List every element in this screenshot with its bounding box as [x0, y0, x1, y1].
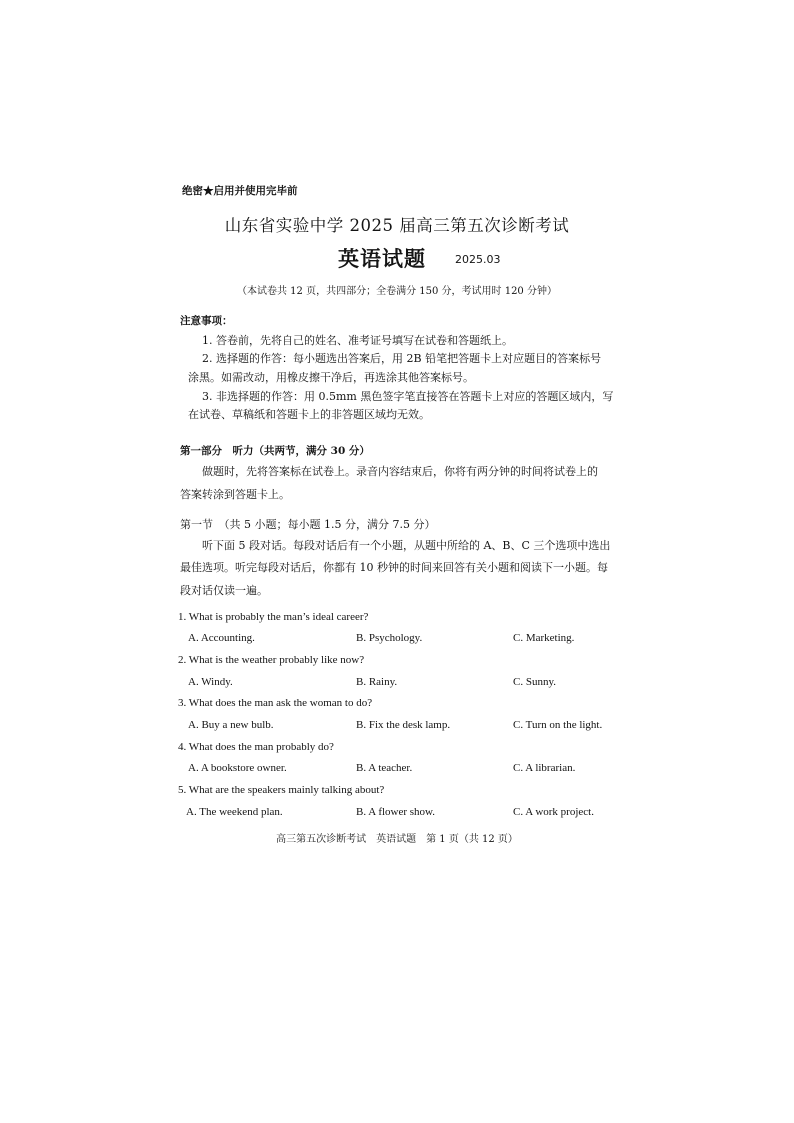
notice-line: 1. 答卷前，先将自己的姓名、准考证号填写在试卷和答题纸上。 — [202, 334, 513, 347]
option-b: B. A flower show. — [356, 806, 436, 818]
option-a: A. Accounting. — [188, 632, 255, 644]
section1-description: 最佳选项。听完每段对话后，你都有 10 秒钟的时间来回答有关小题和阅读下一小题。每 — [180, 561, 608, 574]
notice-line: 2. 选择题的作答：每小题选出答案后，用 2B 铅笔把答题卡上对应题目的答案标号 — [202, 352, 602, 365]
option-a: A. A bookstore owner. — [188, 762, 287, 774]
notice-line: 在试卷、草稿纸和答题卡上的非答题区域均无效。 — [188, 408, 430, 421]
section1-title: 第一节 （共 5 小题；每小题 1.5 分，满分 7.5 分） — [180, 518, 436, 531]
question-stem: 2. What is the weather probably like now? — [178, 654, 365, 666]
exam-date: 2025.03 — [455, 253, 501, 266]
part1-title: 第一部分 听力（共两节，满分 30 分） — [180, 445, 370, 457]
question-stem: 1. What is probably the man’s ideal career? — [178, 611, 369, 623]
school-exam-title: 山东省实验中学 2025 届高三第五次诊断考试 — [224, 216, 570, 235]
option-a: A. Windy. — [188, 676, 233, 688]
option-c: C. Turn on the light. — [513, 719, 603, 731]
section1-description: 听下面 5 段对话。每段对话后有一个小题，从题中所给的 A、B、C 三个选项中选出 — [202, 539, 611, 552]
option-b: B. Psychology. — [356, 632, 423, 644]
part1-description: 做题时，先将答案标在试卷上。录音内容结束后，你将有两分钟的时间将试卷上的 — [202, 465, 598, 478]
exam-subject-title: 英语试题 — [338, 246, 426, 271]
notice-line: 3. 非选择题的作答：用 0.5mm 黑色签字笔直接答在答题卡上对应的答题区域内，写 — [202, 390, 614, 403]
page-footer: 高三第五次诊断考试 英语试题 第 1 页（共 12 页） — [276, 834, 518, 845]
notice-line: 涂黑。如需改动，用橡皮擦干净后，再选涂其他答案标号。 — [188, 371, 474, 384]
option-c: C. A librarian. — [513, 762, 576, 774]
option-b: B. Rainy. — [356, 676, 398, 688]
question-stem: 5. What are the speakers mainly talking about? — [178, 784, 385, 796]
option-a: A. Buy a new bulb. — [188, 719, 274, 731]
option-a: A. The weekend plan. — [186, 806, 283, 818]
option-b: B. Fix the desk lamp. — [356, 719, 451, 731]
section1-description: 段对话仅读一遍。 — [180, 584, 268, 597]
option-c: C. A work project. — [513, 806, 594, 818]
option-c: C. Sunny. — [513, 676, 556, 688]
option-b: B. A teacher. — [356, 762, 413, 774]
question-stem: 4. What does the man probably do? — [178, 741, 334, 753]
notice-title: 注意事项： — [180, 315, 233, 327]
exam-info: （本试卷共 12 页，共四部分；全卷满分 150 分，考试用时 120 分钟） — [237, 286, 557, 297]
confidential-mark: 绝密★启用并使用完毕前 — [182, 185, 298, 197]
option-c: C. Marketing. — [513, 632, 575, 644]
part1-description: 答案转涂到答题卡上。 — [180, 488, 290, 501]
question-stem: 3. What does the man ask the woman to do? — [178, 697, 373, 709]
